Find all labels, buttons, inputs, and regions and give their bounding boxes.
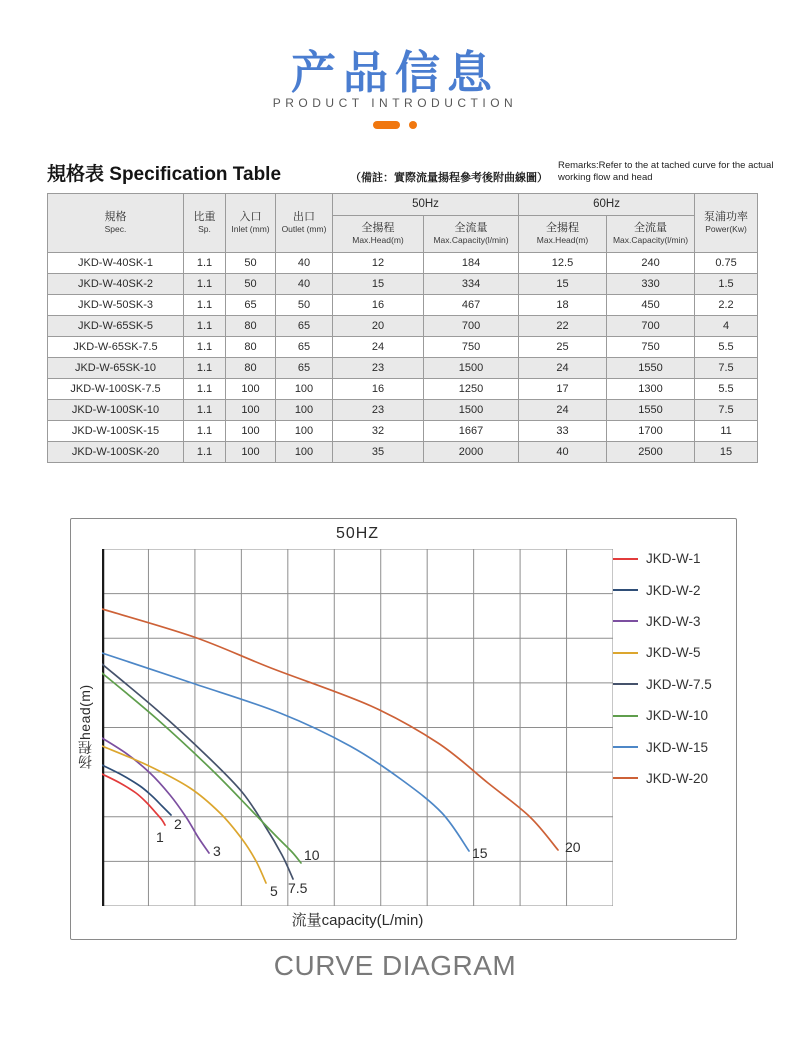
table-cell: JKD-W-40SK-2 xyxy=(48,274,184,295)
table-cell: JKD-W-40SK-1 xyxy=(48,253,184,274)
legend-item xyxy=(613,574,733,605)
table-row xyxy=(48,337,758,358)
chart-legend xyxy=(613,543,733,794)
table-cell: 1.1 xyxy=(184,274,226,295)
table-cell: 1.1 xyxy=(184,295,226,316)
table-cell: 20 xyxy=(333,316,424,337)
table-cell: 1.1 xyxy=(184,400,226,421)
table-cell: 1667 xyxy=(424,421,519,442)
legend-item xyxy=(613,543,733,574)
table-cell: JKD-W-100SK-15 xyxy=(48,421,184,442)
table-cell: 15 xyxy=(695,442,758,463)
table-cell: 32 xyxy=(333,421,424,442)
col-header-head-50: 全揚程 Max.Head(m) xyxy=(333,216,424,253)
table-cell: 1.1 xyxy=(184,379,226,400)
table-cell: 5.5 xyxy=(695,379,758,400)
table-cell: 50 xyxy=(276,295,333,316)
spec-remark-en: Remarks:Refer to the at tached curve for the actual working flow and head xyxy=(558,160,774,184)
col-header-cap-50: 全流量 Max.Capacity(l/min) xyxy=(424,216,519,253)
table-cell: JKD-W-65SK-7.5 xyxy=(48,337,184,358)
table-cell: 1550 xyxy=(607,358,695,379)
spec-remark-zh: （備註：實際流量揚程參考後附曲線圖） xyxy=(350,172,548,184)
table-cell: 100 xyxy=(226,379,276,400)
table-row xyxy=(48,421,758,442)
table-cell: 1.5 xyxy=(695,274,758,295)
legend-item xyxy=(613,700,733,731)
legend-label: JKD-W-7.5 xyxy=(646,676,712,692)
legend-item xyxy=(613,637,733,668)
col-header-head-60: 全揚程 Max.Head(m) xyxy=(519,216,607,253)
table-cell: 16 xyxy=(333,295,424,316)
curve-end-label: 3 xyxy=(213,843,221,859)
table-cell: 5.5 xyxy=(695,337,758,358)
col-header-spec: 規格 Spec. xyxy=(48,194,184,253)
col-header-outlet: 出口 Outlet (mm) xyxy=(276,194,333,253)
table-cell: 700 xyxy=(424,316,519,337)
table-cell: 467 xyxy=(424,295,519,316)
col-header-power: 泵浦功率 Power(Kw) xyxy=(695,194,758,253)
legend-line-swatch-icon xyxy=(613,683,638,685)
col-header-cap-60: 全流量 Max.Capacity(l/min) xyxy=(607,216,695,253)
table-cell: 1.1 xyxy=(184,316,226,337)
table-cell: 100 xyxy=(226,400,276,421)
table-cell: JKD-W-65SK-5 xyxy=(48,316,184,337)
curve-end-label: 10 xyxy=(304,847,320,863)
table-cell: 1.1 xyxy=(184,358,226,379)
table-row xyxy=(48,253,758,274)
page-title: 产品信息 xyxy=(290,47,499,98)
specification-table xyxy=(47,193,758,463)
table-cell: 24 xyxy=(519,400,607,421)
table-cell: JKD-W-100SK-10 xyxy=(48,400,184,421)
table-cell: 1.1 xyxy=(184,253,226,274)
group-header-50hz: 50Hz xyxy=(333,194,519,216)
table-cell: 330 xyxy=(607,274,695,295)
table-cell: 100 xyxy=(276,379,333,400)
table-cell: 17 xyxy=(519,379,607,400)
table-cell: 12.5 xyxy=(519,253,607,274)
table-cell: 22 xyxy=(519,316,607,337)
table-cell: 65 xyxy=(276,358,333,379)
table-cell: 65 xyxy=(276,337,333,358)
col-header-inlet: 入口 Inlet (mm) xyxy=(226,194,276,253)
table-cell: 23 xyxy=(333,358,424,379)
curve-chart xyxy=(70,518,737,940)
table-row xyxy=(48,442,758,463)
legend-label: JKD-W-2 xyxy=(646,582,701,598)
legend-item xyxy=(613,731,733,762)
table-cell: 700 xyxy=(607,316,695,337)
legend-line-swatch-icon xyxy=(613,715,638,717)
curve-end-label: 1 xyxy=(156,829,164,845)
legend-item xyxy=(613,606,733,637)
curve-diagram-caption: CURVE DIAGRAM xyxy=(273,950,517,981)
curve-end-label: 15 xyxy=(472,845,488,861)
curve-end-label: 20 xyxy=(565,839,581,855)
legend-label: JKD-W-15 xyxy=(646,739,709,755)
table-cell: 65 xyxy=(226,295,276,316)
legend-label: JKD-W-20 xyxy=(646,770,709,786)
chart-plot-area xyxy=(102,549,613,906)
table-row xyxy=(48,400,758,421)
table-cell: 100 xyxy=(276,400,333,421)
table-row xyxy=(48,316,758,337)
table-cell: JKD-W-50SK-3 xyxy=(48,295,184,316)
table-cell: 1700 xyxy=(607,421,695,442)
table-cell: 100 xyxy=(226,421,276,442)
table-cell: 240 xyxy=(607,253,695,274)
table-cell: 1.1 xyxy=(184,337,226,358)
table-cell: 24 xyxy=(333,337,424,358)
banner-ornament xyxy=(0,121,790,129)
legend-item xyxy=(613,763,733,794)
curve-end-label: 5 xyxy=(270,883,278,899)
legend-line-swatch-icon xyxy=(613,589,638,591)
table-cell: JKD-W-100SK-7.5 xyxy=(48,379,184,400)
table-cell: 2500 xyxy=(607,442,695,463)
table-cell: 24 xyxy=(519,358,607,379)
table-cell: 7.5 xyxy=(695,358,758,379)
table-cell: 1.1 xyxy=(184,421,226,442)
legend-label: JKD-W-1 xyxy=(646,551,701,567)
table-cell: 184 xyxy=(424,253,519,274)
table-cell: JKD-W-100SK-20 xyxy=(48,442,184,463)
table-cell: 40 xyxy=(276,253,333,274)
table-cell: 33 xyxy=(519,421,607,442)
table-cell: 25 xyxy=(519,337,607,358)
table-cell: 1500 xyxy=(424,358,519,379)
table-cell: 2000 xyxy=(424,442,519,463)
table-cell: 750 xyxy=(424,337,519,358)
legend-line-swatch-icon xyxy=(613,620,638,622)
curve-end-label: 2 xyxy=(174,816,182,832)
spec-table-title: 規格表 Specification Table xyxy=(47,164,282,185)
table-cell: 16 xyxy=(333,379,424,400)
legend-line-swatch-icon xyxy=(613,652,638,654)
table-cell: 4 xyxy=(695,316,758,337)
table-cell: 450 xyxy=(607,295,695,316)
legend-label: JKD-W-10 xyxy=(646,708,709,724)
legend-line-swatch-icon xyxy=(613,558,638,560)
table-cell: 100 xyxy=(226,442,276,463)
legend-label: JKD-W-5 xyxy=(646,645,701,661)
table-cell: 35 xyxy=(333,442,424,463)
table-row xyxy=(48,379,758,400)
table-row xyxy=(48,274,758,295)
table-cell: 2.2 xyxy=(695,295,758,316)
table-cell: 23 xyxy=(333,400,424,421)
table-cell: 80 xyxy=(226,358,276,379)
table-cell: 80 xyxy=(226,316,276,337)
table-cell: 50 xyxy=(226,274,276,295)
table-cell: 15 xyxy=(519,274,607,295)
table-cell: 1300 xyxy=(607,379,695,400)
table-cell: 100 xyxy=(276,421,333,442)
chart-title: 50HZ xyxy=(335,525,380,542)
table-cell: 0.75 xyxy=(695,253,758,274)
table-cell: 50 xyxy=(226,253,276,274)
curve-end-label: 7.5 xyxy=(288,880,308,896)
legend-line-swatch-icon xyxy=(613,777,638,779)
table-row xyxy=(48,358,758,379)
table-cell: 12 xyxy=(333,253,424,274)
table-cell: 40 xyxy=(519,442,607,463)
chart-y-axis-label: 扬程head(m) xyxy=(77,684,93,770)
table-cell: 334 xyxy=(424,274,519,295)
table-cell: 750 xyxy=(607,337,695,358)
orange-dash-icon xyxy=(373,121,400,129)
table-cell: JKD-W-65SK-10 xyxy=(48,358,184,379)
chart-x-axis-label: 流量capacity(L/min) xyxy=(291,912,424,929)
legend-item xyxy=(613,669,733,700)
table-cell: 65 xyxy=(276,316,333,337)
orange-dot-icon xyxy=(409,121,417,129)
table-cell: 40 xyxy=(276,274,333,295)
legend-label: JKD-W-3 xyxy=(646,613,701,629)
table-cell: 80 xyxy=(226,337,276,358)
page-subtitle: PRODUCT INTRODUCTION xyxy=(272,96,518,110)
table-cell: 1.1 xyxy=(184,442,226,463)
table-cell: 18 xyxy=(519,295,607,316)
table-cell: 7.5 xyxy=(695,400,758,421)
table-cell: 11 xyxy=(695,421,758,442)
table-cell: 1500 xyxy=(424,400,519,421)
group-header-60hz: 60Hz xyxy=(519,194,695,216)
table-cell: 100 xyxy=(276,442,333,463)
table-cell: 1550 xyxy=(607,400,695,421)
legend-line-swatch-icon xyxy=(613,746,638,748)
table-row xyxy=(48,295,758,316)
table-cell: 15 xyxy=(333,274,424,295)
col-header-sp: 比重 Sp. xyxy=(184,194,226,253)
table-cell: 1250 xyxy=(424,379,519,400)
